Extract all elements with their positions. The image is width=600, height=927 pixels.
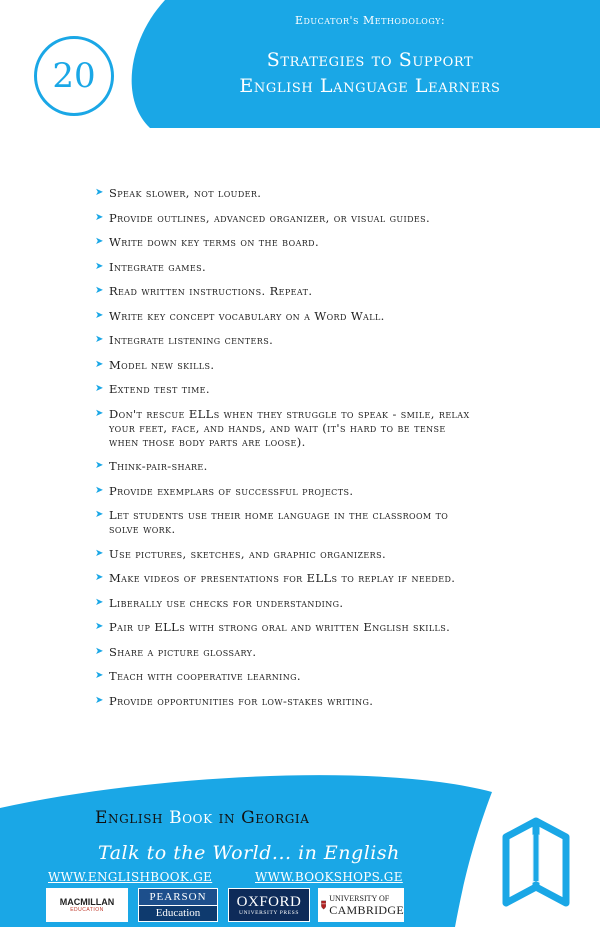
strategy-item — [95, 407, 550, 449]
strategy-item — [95, 459, 550, 473]
chevron-right-icon: ➤ — [95, 596, 104, 608]
strategy-text-line: Make videos of presentations for ELLs to replay if needed. — [109, 571, 456, 585]
section-kicker: Educator's Methodology: — [294, 14, 446, 27]
strategy-text-line: Share a picture glossary. — [109, 644, 257, 659]
strategy-item — [95, 669, 550, 683]
strategy-item — [95, 382, 550, 396]
strategy-text-line: Provide opportunities for low-stakes writing. — [109, 693, 374, 708]
chevron-right-icon: ➤ — [95, 309, 104, 321]
strategy-item — [95, 508, 550, 536]
macmillan-logo-sub: EDUCATION — [70, 907, 104, 913]
strategy-text-line: when those body parts are loose). — [109, 434, 306, 449]
macmillan-logo — [46, 888, 128, 922]
chevron-right-icon: ➤ — [95, 509, 104, 520]
strategy-text-line: Model new skills. — [109, 357, 215, 372]
page-title-line-1: Strategies to Support — [266, 49, 474, 71]
strategy-text-line: Liberally use checks for understanding. — [109, 595, 344, 610]
chevron-right-icon: ➤ — [95, 572, 104, 583]
strategy-item — [95, 571, 550, 585]
strategy-item — [95, 235, 550, 249]
chevron-right-icon: ➤ — [95, 407, 104, 419]
oxford-logo-name: OXFORD — [236, 894, 302, 910]
chevron-right-icon: ➤ — [95, 236, 104, 247]
cambridge-logo-line-1: UNIVERSITY OF — [329, 893, 390, 903]
strategy-item — [95, 186, 550, 200]
oxford-logo — [228, 888, 310, 922]
chevron-right-icon: ➤ — [95, 484, 104, 496]
strategy-text-line: your feet, face, and hands, and wait (it's hard to be tense — [109, 420, 446, 435]
chevron-right-icon: ➤ — [95, 670, 104, 681]
chevron-right-icon: ➤ — [95, 211, 104, 223]
chevron-right-icon: ➤ — [95, 383, 104, 394]
strategy-item — [95, 358, 550, 372]
chevron-right-icon: ➤ — [95, 187, 104, 198]
chevron-right-icon: ➤ — [95, 260, 104, 272]
strategy-item — [95, 284, 550, 298]
crest-icon — [321, 893, 326, 917]
chevron-right-icon: ➤ — [95, 460, 104, 471]
chevron-right-icon: ➤ — [95, 334, 104, 345]
open-book-icon — [500, 815, 572, 911]
pearson-logo — [138, 888, 218, 922]
page-title — [160, 47, 580, 99]
chevron-right-icon: ➤ — [95, 694, 104, 706]
strategy-item — [95, 645, 550, 659]
chevron-right-icon: ➤ — [95, 645, 104, 657]
strategy-text-line: solve work. — [109, 522, 176, 536]
page-number: 20 — [52, 56, 96, 96]
strategy-text-line: Use pictures, sketches, and graphic organizers. — [109, 546, 387, 561]
strategy-text-line: Think-pair-share. — [109, 459, 208, 473]
brand-title — [95, 808, 310, 828]
strategy-item — [95, 484, 550, 498]
cambridge-logo — [318, 888, 404, 922]
strategy-text-line: Extend test time. — [109, 382, 210, 396]
strategy-text-line: Integrate listening centers. — [109, 333, 274, 347]
brand-word-book: Book — [169, 808, 213, 828]
strategy-text-line: Pair up ELLs with strong oral and written English skills. — [109, 620, 451, 634]
strategy-item — [95, 620, 550, 634]
header-text — [160, 14, 580, 99]
cambridge-logo-line-2: CAMBRIDGE — [329, 902, 404, 917]
strategy-item — [95, 694, 550, 708]
englishbook-link[interactable]: WWW.ENGLISHBOOK.GE — [48, 870, 213, 884]
strategy-text-line: Read written instructions. Repeat. — [109, 284, 313, 298]
brand-word-english: English — [95, 808, 164, 828]
macmillan-logo-name: MACMILLAN — [59, 897, 115, 907]
strategy-item — [95, 333, 550, 347]
strategy-item — [95, 260, 550, 274]
strategy-text-line: Write key concept vocabulary on a Word Wall. — [109, 308, 385, 323]
strategy-item — [95, 309, 550, 323]
chevron-right-icon: ➤ — [95, 285, 104, 296]
strategy-item — [95, 211, 550, 225]
strategy-text-line: Don't rescue ELLs when they struggle to speak - smile, relax — [109, 406, 470, 421]
strategy-text-line: Integrate games. — [109, 259, 207, 274]
pearson-logo-name: PEARSON — [139, 889, 217, 906]
strategy-text-line: Teach with cooperative learning. — [109, 669, 301, 683]
page-title-line-2: English Language Learners — [239, 75, 501, 97]
strategy-text-line: Speak slower, not louder. — [109, 186, 262, 200]
oxford-logo-sub: UNIVERSITY PRESS — [239, 910, 299, 916]
strategy-text-line: Provide outlines, advanced organizer, or visual guides. — [109, 210, 431, 225]
chevron-right-icon: ➤ — [95, 358, 104, 370]
bookshops-link[interactable]: WWW.BOOKSHOPS.GE — [255, 870, 403, 884]
page-number-badge — [34, 36, 114, 116]
strategy-text-line: Write down key terms on the board. — [109, 235, 320, 249]
strategy-text-line: Provide exemplars of successful projects. — [109, 483, 354, 498]
brand-word-georgia: in Georgia — [218, 808, 310, 828]
chevron-right-icon: ➤ — [95, 547, 104, 559]
cambridge-logo-text — [329, 894, 404, 917]
strategy-text-line: Let students use their home language in the classroom to — [109, 508, 449, 522]
slogan: Talk to the World... in English — [98, 842, 400, 864]
strategy-item — [95, 596, 550, 610]
pearson-logo-sub: Education — [139, 906, 217, 922]
chevron-right-icon: ➤ — [95, 621, 104, 632]
strategy-list — [95, 186, 550, 718]
strategy-item — [95, 547, 550, 561]
